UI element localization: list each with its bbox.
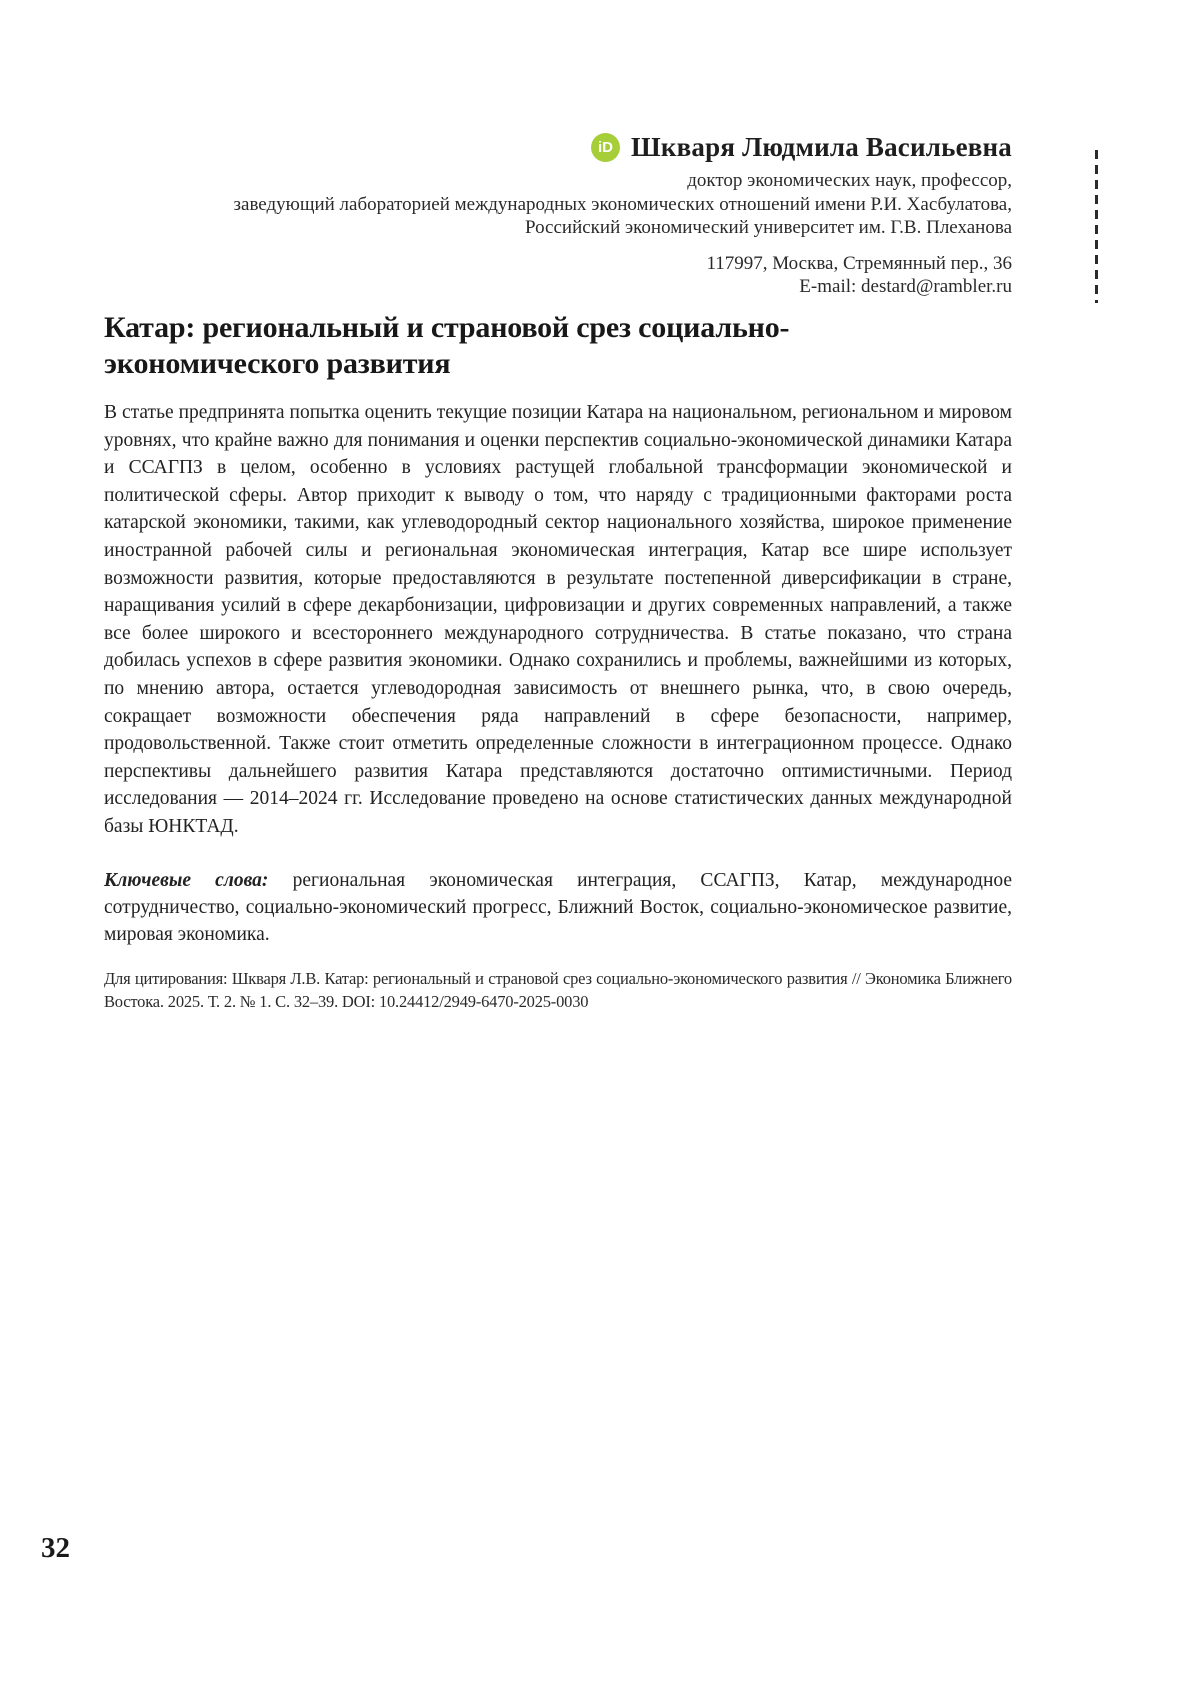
citation-label: Для цитирования:: [104, 968, 228, 988]
citation-paragraph: [104, 967, 1012, 1013]
author-name-row: [104, 131, 1012, 163]
author-affiliation-line: Российский экономический университет им. Г.В. Плеханова: [524, 217, 1012, 238]
article-abstract: В статье предпринята попытка оценить текущие позиции Катара на национальном, региональном и мировом уровнях, что крайне важно для понимания и оценки перспектив социально-экономической динамики Катара и ССАГПЗ в целом, особенно в условиях растущей глобальной трансформации экономической и политической сферы. Автор приходит к выводу о том, что наряду с традиционными факторами роста катарской экономики, такими, как углеводородный сектор национального хозяйства, широкое применение иностранной рабочей силы и региональная экономическая интеграция, Катар все шире использует возможности развития, которые предоставляются в результате постепенной диверсификации в стране, наращивания усилий в сфере декарбонизации, цифровизации и других современных направлений, а также все более широкого и всестороннего международного сотрудничества. В статье показано, что страна добилась успехов в сфере развития экономики. Однако сохранились и проблемы, важнейшими из которых, по мнению автора, остается углеводородная зависимость от внешнего рынка, что, в свою очередь, сокращает возможности обеспечения ряда направлений в сфере безопасности, например, продовольственной. Также стоит отметить определенные сложности в интеграционном процессе. Однако перспективы дальнейшего развития Катара представляются достаточно оптимистичными. Период исследования — 2014–2024 гг. Исследование проведено на основе статистических данных международной базы ЮНКТАД.: [104, 402, 1012, 837]
author-address-line: 117997, Москва, Стремянный пер., 36: [706, 252, 1012, 274]
keywords-paragraph: [104, 867, 1012, 948]
citation-text: Шкваря Л.В. Катар: региональный и страновой срез социально-экономического развития // Экономика Ближнего Востока. 2025. Т. 2. № 1. С. 32–39. DOI: 10.24412/2949-6470-2025-0030: [104, 968, 1012, 1011]
keywords-label: Ключевые слова:: [104, 869, 269, 891]
author-position-line: заведующий лабораторией международных экономических отношений имени Р.И. Хасбулатова,: [233, 193, 1012, 215]
author-contact-group: [104, 252, 1012, 299]
author-name: Шкваря Людмила Васильевна: [631, 132, 1012, 162]
orcid-icon[interactable]: iD: [591, 133, 620, 162]
article-main: [104, 310, 1012, 1013]
keywords-text: региональная экономическая интеграция, ССАГПЗ, Катар, международное сотрудничество, социально-экономический прогресс, Ближний Восток, социально-экономическое развитие, мировая экономика.: [104, 869, 1013, 945]
article-title: Катар: региональный и страновой срез социально- экономического развития: [104, 311, 790, 380]
page-number: 32: [41, 1532, 70, 1564]
author-email-line: E-mail: destard@rambler.ru: [799, 276, 1012, 297]
author-degree-line: доктор экономических наук, профессор,: [687, 170, 1012, 191]
author-header-block: [104, 131, 1012, 299]
header-dashed-separator: [1095, 150, 1098, 303]
